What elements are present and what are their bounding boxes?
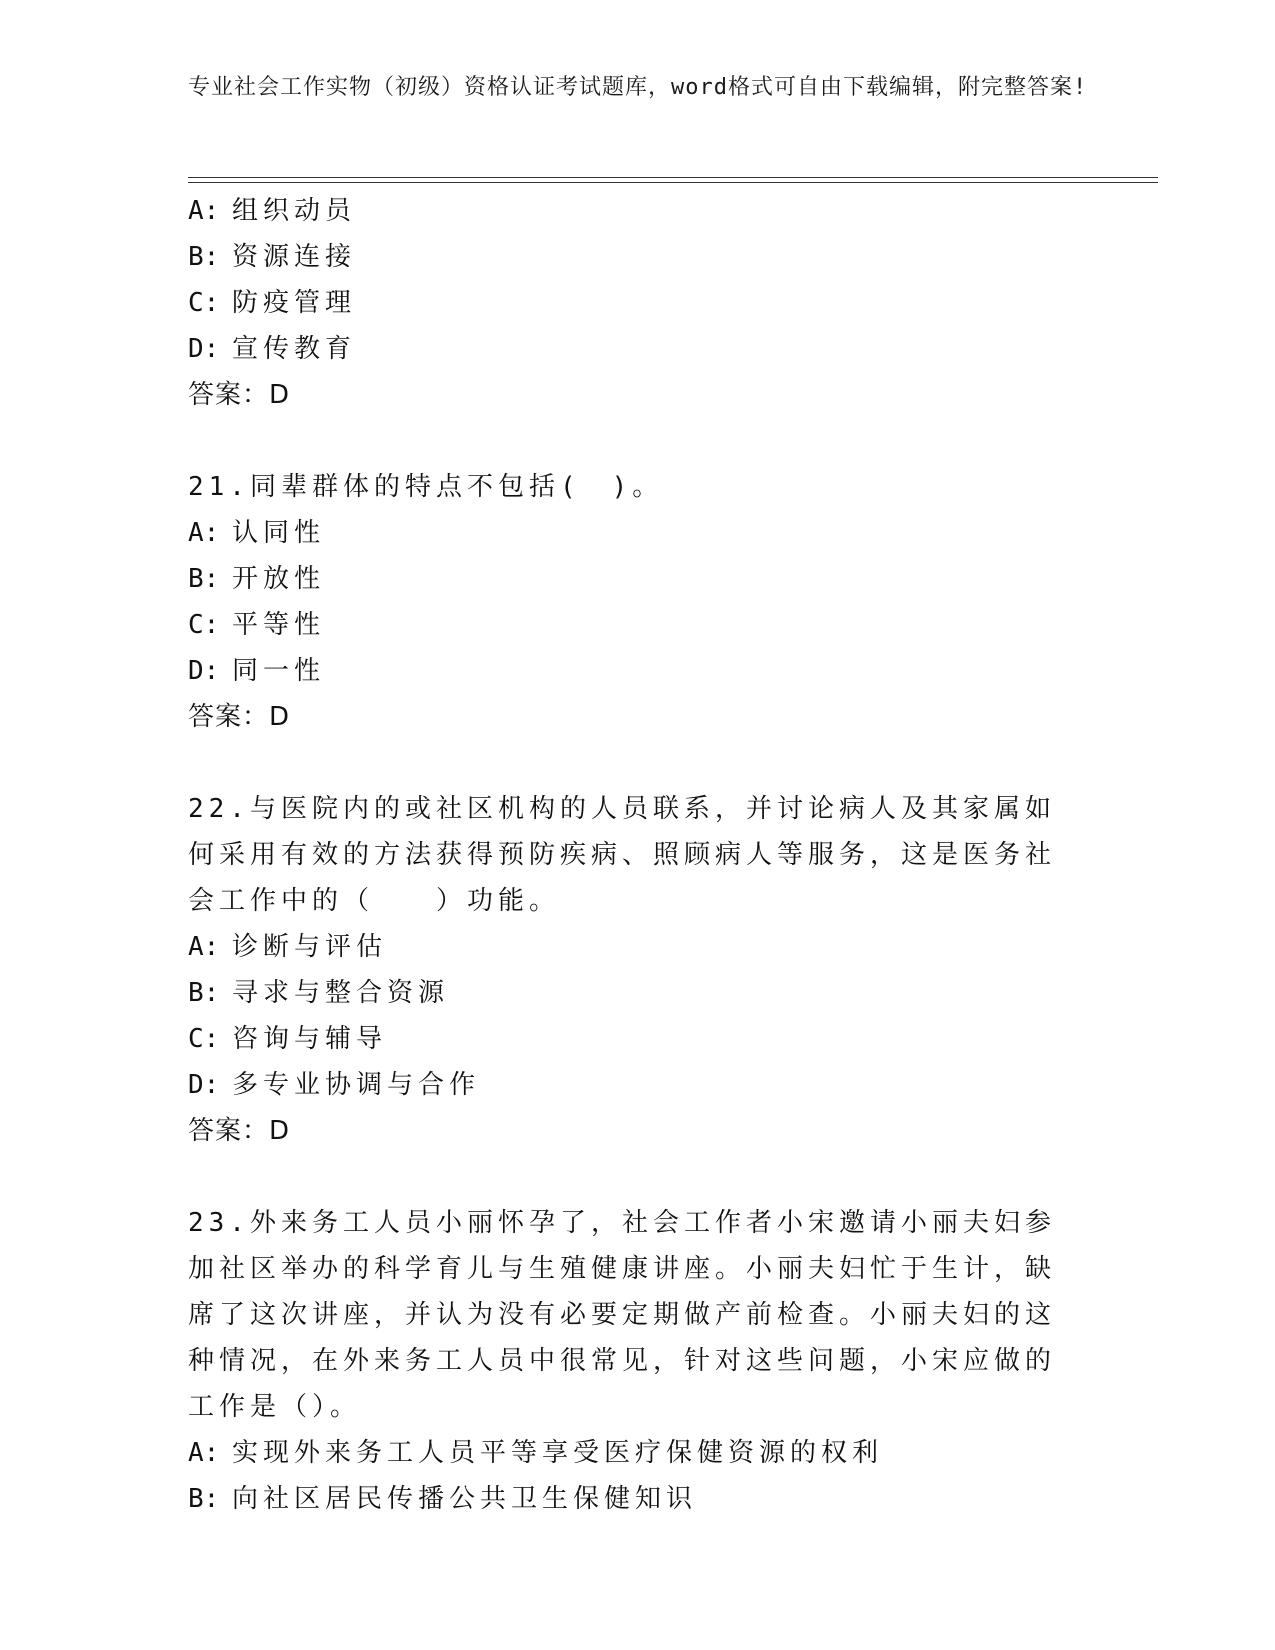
spacer xyxy=(188,418,1088,464)
answer-line: 答案：D xyxy=(188,702,291,732)
option-a: A: 认同性 xyxy=(188,518,326,548)
option-c: C: 咨询与辅导 xyxy=(188,1024,388,1054)
option-b: B: 寻求与整合资源 xyxy=(188,978,450,1008)
question-list xyxy=(188,188,1088,1522)
question-stem: 21.同辈群体的特点不包括( )。 xyxy=(188,472,664,502)
header-rule-top xyxy=(188,177,1158,178)
question-block xyxy=(188,464,1088,740)
answer-line: 答案：D xyxy=(188,1116,291,1146)
option-c: C: 防疫管理 xyxy=(188,288,357,318)
question-block xyxy=(188,188,1088,418)
question-stem: 23.外来务工人员小丽怀孕了，社会工作者小宋邀请小丽夫妇参加社区举办的科学育儿与生殖健康讲座。小丽夫妇忙于生计，缺席了这次讲座，并认为没有必要定期做产前检查。小丽夫妇的这种情况，在外来务工人员中很常见，针对这些问题，小宋应做的工作是（）。 xyxy=(188,1208,1057,1422)
option-d: D: 同一性 xyxy=(188,656,326,686)
option-a: A: 组织动员 xyxy=(188,196,357,226)
option-d: D: 宣传教育 xyxy=(188,334,357,364)
option-d: D: 多专业协调与合作 xyxy=(188,1070,481,1100)
option-a: A: 实现外来务工人员平等享受医疗保健资源的权利 xyxy=(188,1438,884,1468)
option-b: B: 开放性 xyxy=(188,564,326,594)
answer-line: 答案：D xyxy=(188,380,291,410)
spacer xyxy=(188,740,1088,786)
question-block xyxy=(188,786,1088,1154)
option-c: C: 平等性 xyxy=(188,610,326,640)
question-stem: 22.与医院内的或社区机构的人员联系，并讨论病人及其家属如何采用有效的方法获得预防疾病、照顾病人等服务，这是医务社会工作中的（ ）功能。 xyxy=(188,794,1057,916)
option-b: B: 资源连接 xyxy=(188,242,357,272)
spacer xyxy=(188,1154,1088,1200)
option-a: A: 诊断与评估 xyxy=(188,932,388,962)
option-b: B: 向社区居民传播公共卫生保健知识 xyxy=(188,1484,698,1514)
document-header: 专业社会工作实物（初级）资格认证考试题库，word格式可自由下载编辑，附完整答案! xyxy=(188,75,1088,100)
header-rule-bottom xyxy=(188,182,1158,183)
question-block xyxy=(188,1200,1088,1522)
